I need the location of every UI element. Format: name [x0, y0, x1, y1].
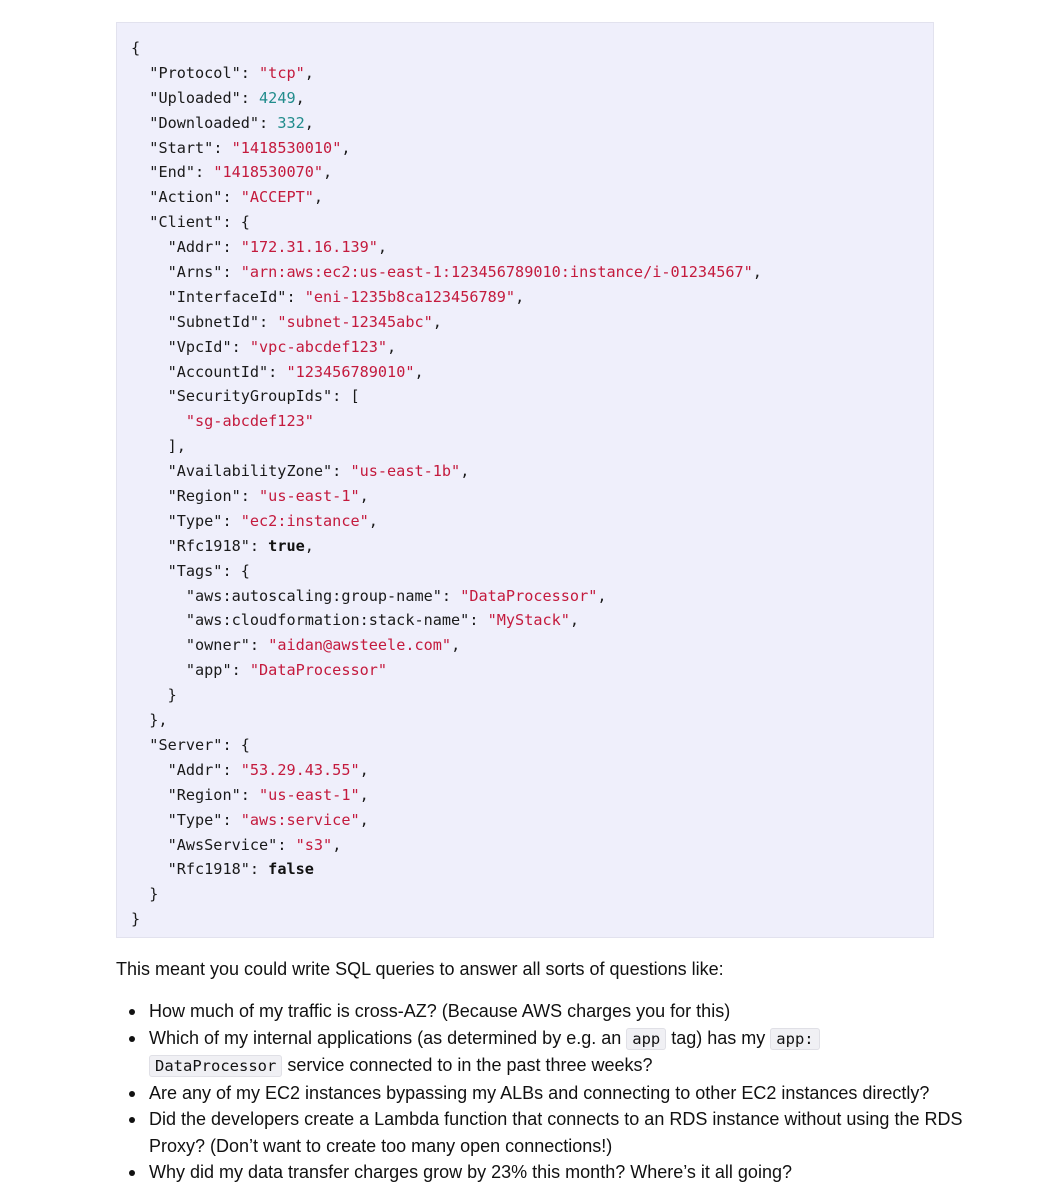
- code-line: [131, 434, 933, 459]
- code-line: [131, 260, 933, 285]
- code-punctuation: [131, 338, 168, 356]
- json-boolean-value: true: [268, 536, 305, 555]
- code-line: [131, 907, 933, 932]
- code-punctuation: [131, 487, 168, 505]
- json-string-value: "aws:service": [240, 810, 360, 829]
- code-punctuation: : {: [222, 213, 250, 232]
- code-line: [131, 360, 933, 385]
- code-line: [131, 335, 933, 360]
- code-punctuation: :: [222, 263, 241, 282]
- code-line: [131, 384, 933, 409]
- code-punctuation: [131, 811, 168, 829]
- code-punctuation: ,: [569, 611, 580, 630]
- code-line: [131, 857, 933, 882]
- json-key: "AvailabilityZone": [167, 462, 333, 481]
- json-key: "AwsService": [167, 835, 278, 854]
- code-line: [131, 61, 933, 86]
- json-string-value: "aidan@awsteele.com": [268, 636, 452, 655]
- code-punctuation: ,: [304, 113, 314, 132]
- code-punctuation: [131, 363, 168, 381]
- code-punctuation: :: [240, 785, 260, 804]
- code-punctuation: }: [131, 885, 159, 904]
- code-punctuation: ,: [341, 138, 351, 157]
- json-string-value: "s3": [295, 835, 333, 854]
- code-line: [131, 559, 933, 584]
- code-punctuation: ,: [295, 88, 305, 107]
- question-text: service connected to in the past three weeks?: [282, 1055, 653, 1075]
- question-list-item: [149, 1159, 969, 1186]
- json-key: "Tags": [167, 561, 223, 580]
- code-punctuation: ,: [414, 362, 424, 381]
- json-key: "Region": [167, 785, 241, 804]
- code-punctuation: [131, 786, 168, 804]
- intro-paragraph: This meant you could write SQL queries to answer all sorts of questions like:: [116, 959, 724, 979]
- json-number-value: 332: [277, 113, 305, 132]
- bullet-dot-icon: [129, 1009, 135, 1015]
- code-punctuation: [131, 114, 149, 132]
- code-line: [131, 409, 933, 434]
- code-punctuation: :: [268, 362, 287, 381]
- code-punctuation: :: [222, 760, 241, 779]
- json-key: "InterfaceId": [167, 287, 287, 306]
- json-string-value: "us-east-1": [259, 487, 360, 506]
- code-punctuation: }: [131, 686, 177, 705]
- bullet-dot-icon: [129, 1117, 135, 1123]
- code-punctuation: [131, 139, 149, 157]
- json-string-value: "DataProcessor": [249, 661, 388, 680]
- questions-list: [116, 998, 969, 1186]
- code-line: [131, 285, 933, 310]
- json-key: "VpcId": [167, 337, 232, 356]
- code-punctuation: [131, 661, 186, 679]
- code-punctuation: ,: [460, 462, 470, 481]
- question-text: Which of my internal applications (as determined by e.g. an: [149, 1027, 627, 1048]
- code-line: [131, 484, 933, 509]
- json-key: "Downloaded": [149, 113, 260, 132]
- json-string-value: "123456789010": [286, 362, 415, 381]
- json-key: "app": [185, 661, 232, 680]
- json-string-value: "1418530010": [231, 138, 342, 157]
- code-punctuation: :: [240, 487, 260, 506]
- code-punctuation: [131, 412, 186, 430]
- code-punctuation: :: [259, 312, 278, 331]
- inline-code: app:: [770, 1028, 819, 1050]
- code-punctuation: :: [249, 860, 269, 879]
- json-string-value: "subnet-12345abc": [277, 312, 433, 331]
- code-line: [131, 86, 933, 111]
- code-punctuation: ,: [515, 287, 525, 306]
- json-string-value: "tcp": [259, 63, 305, 82]
- json-string-value: "sg-abcdef123": [185, 412, 314, 431]
- code-punctuation: :: [259, 113, 278, 132]
- json-key: "End": [149, 163, 196, 182]
- code-punctuation: ,: [451, 636, 461, 655]
- code-punctuation: [131, 387, 168, 405]
- json-string-value: "53.29.43.55": [240, 760, 360, 779]
- code-punctuation: ,: [387, 337, 397, 356]
- json-string-value: "us-east-1": [259, 785, 360, 804]
- question-list-item: [149, 1106, 969, 1159]
- code-punctuation: ,: [432, 312, 442, 331]
- json-key: "Type": [167, 810, 223, 829]
- code-line: [131, 235, 933, 260]
- code-line: [131, 808, 933, 833]
- code-punctuation: :: [195, 163, 214, 182]
- code-punctuation: [131, 188, 149, 206]
- json-key: "Arns": [167, 263, 223, 282]
- code-punctuation: ,: [304, 63, 314, 82]
- json-key: "Region": [167, 487, 241, 506]
- code-punctuation: ,: [359, 487, 369, 506]
- code-line: [131, 160, 933, 185]
- question-list-item: [149, 1080, 969, 1107]
- code-line: [131, 758, 933, 783]
- code-punctuation: [131, 761, 168, 779]
- json-number-value: 4249: [259, 88, 296, 107]
- code-punctuation: [131, 736, 149, 754]
- json-key: "Rfc1918": [167, 860, 250, 879]
- code-line: [131, 210, 933, 235]
- code-punctuation: :: [332, 462, 351, 481]
- code-punctuation: : {: [222, 561, 250, 580]
- code-punctuation: [131, 860, 168, 878]
- inline-code: DataProcessor: [149, 1055, 282, 1077]
- code-punctuation: :: [249, 536, 269, 555]
- json-string-value: "ACCEPT": [240, 188, 314, 207]
- json-key: "Action": [149, 188, 223, 207]
- json-string-value: "eni-1235b8ca123456789": [304, 287, 516, 306]
- code-punctuation: ,: [359, 810, 369, 829]
- code-line: [131, 459, 933, 484]
- code-punctuation: :: [286, 287, 305, 306]
- code-line: [131, 534, 933, 559]
- code-line: [131, 136, 933, 161]
- code-punctuation: :: [277, 835, 296, 854]
- code-punctuation: ,: [752, 263, 762, 282]
- code-punctuation: [131, 288, 168, 306]
- json-string-value: "DataProcessor": [460, 586, 598, 605]
- code-line: [131, 833, 933, 858]
- code-line: [131, 683, 933, 708]
- code-line: [131, 509, 933, 534]
- inline-code: app: [626, 1028, 666, 1050]
- json-string-value: "vpc-abcdef123": [249, 337, 388, 356]
- json-key: "Type": [167, 511, 223, 530]
- code-punctuation: ,: [377, 238, 388, 257]
- code-punctuation: [131, 587, 186, 605]
- code-punctuation: [131, 89, 149, 107]
- code-punctuation: [131, 163, 149, 181]
- code-punctuation: :: [441, 586, 461, 605]
- bullet-dot-icon: [129, 1170, 135, 1176]
- code-punctuation: ,: [332, 835, 342, 854]
- json-string-value: "MyStack": [487, 611, 570, 630]
- code-punctuation: ,: [359, 785, 369, 804]
- code-punctuation: [131, 462, 168, 480]
- code-punctuation: ,: [304, 536, 314, 555]
- code-punctuation: ,: [368, 511, 378, 530]
- code-punctuation: : {: [222, 735, 250, 754]
- code-punctuation: [131, 313, 168, 331]
- code-punctuation: ],: [131, 437, 186, 456]
- json-key: "Addr": [167, 760, 223, 779]
- bullet-dot-icon: [129, 1036, 135, 1042]
- code-punctuation: {: [131, 39, 141, 57]
- json-key: "Server": [149, 735, 223, 754]
- code-punctuation: [131, 836, 168, 854]
- code-punctuation: :: [249, 636, 269, 655]
- code-punctuation: ,: [359, 760, 369, 779]
- question-text: Why did my data transfer charges grow by 23% this month? Where’s it all going?: [149, 1162, 792, 1182]
- json-key: "aws:autoscaling:group-name": [185, 586, 442, 605]
- json-boolean-value: false: [268, 860, 314, 879]
- json-key: "Uploaded": [149, 88, 241, 107]
- code-punctuation: [131, 238, 168, 256]
- question-list-item: [149, 998, 969, 1025]
- code-punctuation: :: [222, 188, 241, 207]
- code-punctuation: }: [131, 910, 141, 929]
- code-line: [131, 708, 933, 733]
- code-line: [131, 608, 933, 633]
- code-line: [131, 633, 933, 658]
- code-punctuation: :: [240, 63, 260, 82]
- json-string-value: "ec2:instance": [240, 511, 369, 530]
- code-punctuation: [131, 213, 149, 231]
- code-punctuation: ,: [597, 586, 607, 605]
- code-punctuation: :: [222, 511, 241, 530]
- code-punctuation: [131, 512, 168, 530]
- code-punctuation: ,: [313, 188, 324, 207]
- code-punctuation: [131, 64, 149, 82]
- json-string-value: "us-east-1b": [350, 462, 461, 481]
- code-line: [131, 185, 933, 210]
- json-key: "Rfc1918": [167, 536, 250, 555]
- code-line: [131, 658, 933, 683]
- json-key: "SubnetId": [167, 312, 260, 331]
- json-key: "Addr": [167, 238, 223, 257]
- question-text: How much of my traffic is cross-AZ? (Because AWS charges you for this): [149, 1001, 731, 1021]
- code-line: [131, 584, 933, 609]
- code-line: [131, 111, 933, 136]
- code-punctuation: :: [231, 337, 250, 356]
- question-text: Did the developers create a Lambda function that connects to an RDS instance without using the RDS Proxy? (Don’t want to create too many open connections!): [149, 1109, 963, 1156]
- json-key: "Start": [149, 138, 214, 157]
- code-line: [131, 733, 933, 758]
- code-punctuation: },: [131, 711, 168, 730]
- json-key: "Client": [149, 213, 223, 232]
- question-text: Are any of my EC2 instances bypassing my ALBs and connecting to other EC2 instances directly?: [149, 1082, 930, 1103]
- code-punctuation: [131, 263, 168, 281]
- json-key: "AccountId": [167, 362, 269, 381]
- code-punctuation: :: [222, 810, 241, 829]
- code-line: [131, 783, 933, 808]
- code-punctuation: [131, 636, 186, 654]
- code-punctuation: :: [240, 88, 260, 107]
- json-key: "Protocol": [149, 63, 241, 82]
- code-line: [131, 36, 933, 61]
- question-list-item: [149, 1025, 969, 1080]
- json-key: "SecurityGroupIds": [167, 387, 333, 406]
- code-punctuation: :: [469, 611, 488, 630]
- json-string-value: "172.31.16.139": [240, 238, 378, 257]
- json-code-block: [116, 22, 934, 938]
- code-line: [131, 882, 933, 907]
- json-string-value: "1418530070": [213, 163, 324, 182]
- code-line: [131, 310, 933, 335]
- bullet-dot-icon: [129, 1091, 135, 1097]
- code-punctuation: [131, 611, 186, 629]
- code-punctuation: :: [213, 138, 232, 157]
- code-punctuation: [131, 562, 168, 580]
- code-punctuation: ,: [323, 163, 333, 182]
- json-key: "aws:cloudformation:stack-name": [185, 611, 470, 630]
- code-punctuation: : [: [332, 387, 360, 406]
- code-punctuation: :: [231, 661, 250, 680]
- json-key: "owner": [185, 636, 250, 655]
- code-punctuation: :: [222, 238, 241, 257]
- code-punctuation: [131, 537, 168, 555]
- question-text: tag) has my: [666, 1027, 771, 1048]
- json-string-value: "arn:aws:ec2:us-east-1:123456789010:instance/i-01234567": [240, 263, 753, 282]
